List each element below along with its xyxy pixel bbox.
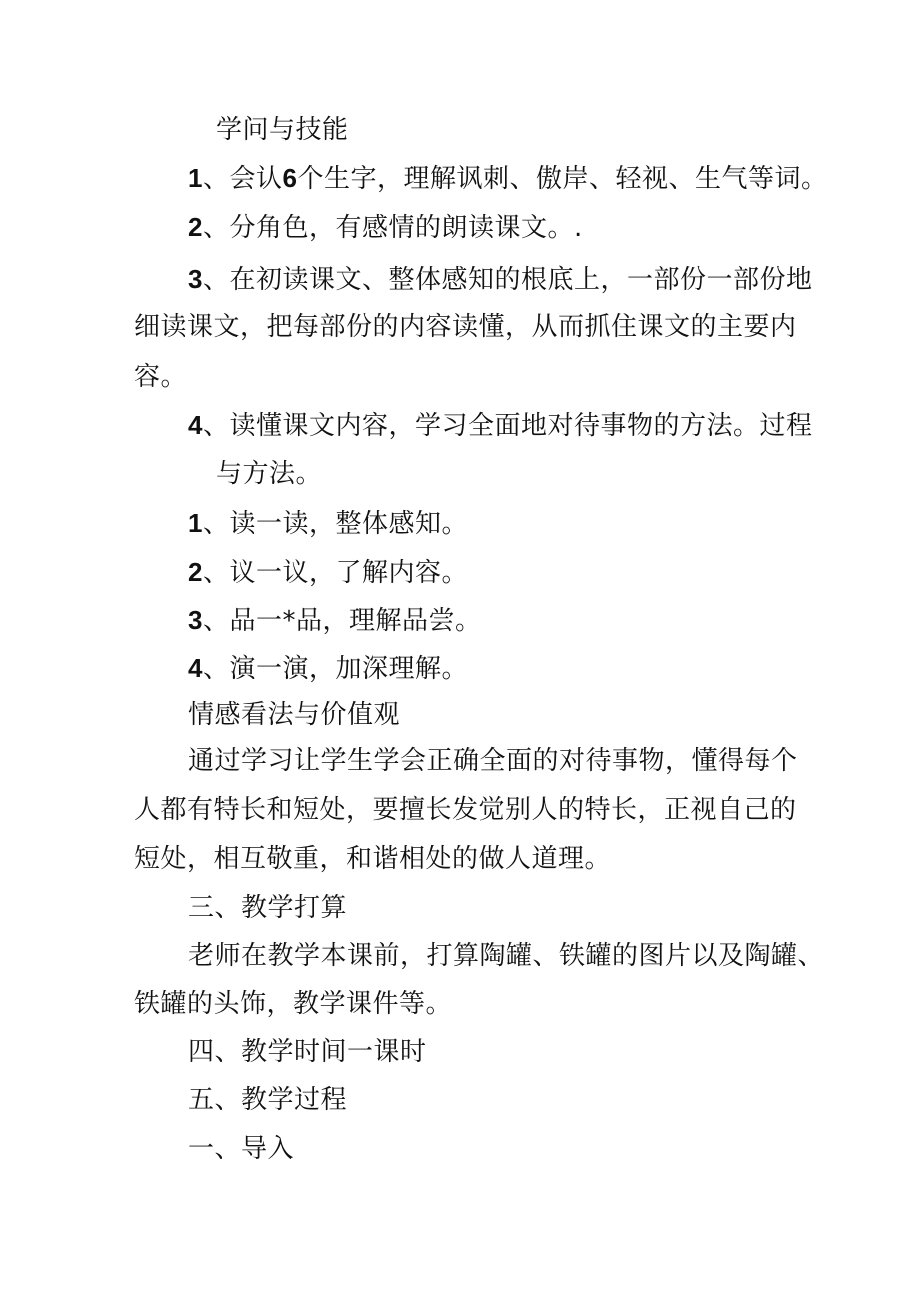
text-line: [188, 603, 481, 638]
line-number: 2: [188, 212, 203, 242]
line-text: 情感看法与价值观: [188, 700, 401, 730]
line-text: 五、教学过程: [188, 1085, 348, 1115]
text-line: [134, 987, 452, 1021]
text-line: [188, 651, 468, 686]
text-line: [134, 360, 187, 394]
line-text: 容。: [134, 362, 188, 392]
line-text: 三、教学打算: [188, 893, 348, 923]
text-line: [188, 555, 468, 590]
line-number: 2: [188, 557, 203, 587]
line-text: 、读懂课文内容，学习全面地对待事物的方法。过程: [202, 411, 813, 441]
text-line: [188, 262, 812, 297]
line-text: 老师在教学本课前，打算陶罐、铁罐的图片以及陶罐、: [188, 941, 825, 971]
text-line: [188, 210, 583, 245]
text-line: [188, 161, 827, 196]
text-line: [188, 1035, 427, 1069]
line-text: 与方法。: [216, 459, 323, 489]
text-line: [188, 698, 400, 732]
line-text: 、在初读课文、整体感知的根底上，一部份一部份地: [202, 265, 813, 295]
text-line: [134, 842, 611, 876]
line-text: 人都有特长和短处，要擅长发觉别人的特长，正视自己的: [134, 795, 797, 825]
line-text: 、品一*品，理解品尝。: [202, 606, 482, 636]
line-number: 4: [188, 653, 203, 683]
line-text: 、会认: [202, 164, 283, 194]
line-number: 3: [188, 264, 203, 294]
line-text: 、演一演，加深理解。: [202, 654, 468, 684]
line-text: 短处，相互敬重，和谐相处的做人道理。: [134, 844, 612, 874]
line-text: 、分角色，有感情的朗读课文。.: [202, 213, 583, 243]
line-text: 、读一读，整体感知。: [202, 509, 468, 539]
line-number: 6: [282, 163, 298, 193]
line-number: 1: [188, 508, 203, 538]
line-number: 4: [188, 410, 203, 440]
line-number: 3: [188, 605, 203, 635]
line-text: 个生字，理解讽刺、傲岸、轻视、生气等词。: [297, 164, 828, 194]
text-line: [188, 744, 798, 778]
text-line: [216, 457, 322, 491]
line-text: 一、导入: [188, 1134, 295, 1164]
text-line: [188, 1083, 347, 1117]
text-line: [188, 939, 824, 973]
text-line: [134, 793, 797, 827]
line-number: 1: [188, 163, 203, 193]
text-line: [134, 310, 797, 344]
line-text: 铁罐的头饰，教学课件等。: [134, 989, 453, 1019]
line-text: 细读课文，把每部份的内容读懂，从而抓住课文的主要内: [134, 312, 797, 342]
line-text: 通过学习让学生学会正确全面的对待事物，懂得每个: [188, 746, 798, 776]
line-text: 、议一议，了解内容。: [202, 558, 468, 588]
text-line: [216, 112, 349, 147]
text-line: [188, 506, 468, 541]
line-text: 学问与技能: [216, 115, 349, 145]
text-line: [188, 408, 812, 443]
text-line: [188, 1132, 294, 1166]
line-text: 四、教学时间一课时: [188, 1037, 427, 1067]
text-line: [188, 891, 347, 925]
